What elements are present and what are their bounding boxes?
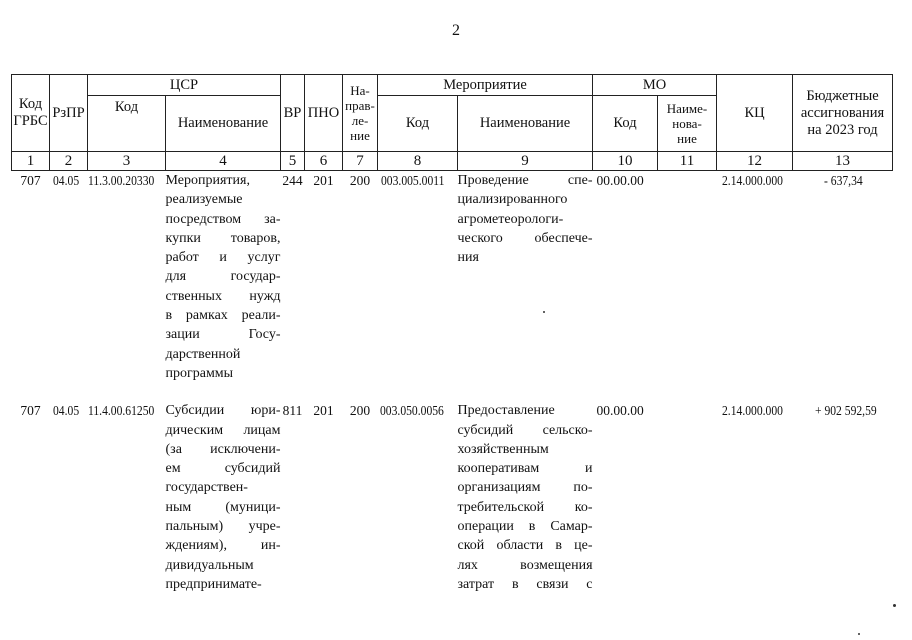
header-rzpr: РзПР: [50, 75, 88, 152]
column-number: 8: [378, 152, 458, 171]
header-csr: ЦСР: [88, 75, 281, 96]
cell-kc: 2.14.000.000: [721, 173, 783, 188]
cell-csr-name: Мероприятия, реализуемые посредством за- купки товаров, работ и услуг для государ- ственных нужд в рамках реали- зации Госу- дарственной программы: [165, 173, 281, 381]
scan-speck: [858, 633, 860, 635]
header-kc: КЦ: [717, 75, 793, 152]
cell-napravlenie: 200: [349, 403, 371, 419]
cell-rzpr: 04.05: [53, 173, 80, 188]
scan-speck: [893, 604, 896, 607]
header-mer-name: Наименование: [458, 96, 593, 152]
cell-mer-name: Проведение спе- циализированного агрометеорологи- ческого обеспече- ния: [457, 173, 593, 266]
table-row: [12, 401, 893, 594]
cell-mo-name: [658, 401, 717, 594]
column-number-row: [12, 152, 893, 171]
header-mer-kod: Код: [378, 96, 458, 152]
cell-pno: 201: [313, 173, 334, 188]
table-row: [12, 171, 893, 384]
cell-mer-kod: 003.005.0011: [380, 173, 445, 188]
cell-mer-kod: 003.050.0056: [380, 403, 445, 419]
cell-mer-name: Предоставление субсидий сельско- хозяйственным кооперативам и организациям по- требительской ко- операции в Самар- ской области в це- лях возмещения затрат в связи с: [457, 403, 593, 592]
cell-amount: + 902 592,59: [814, 403, 877, 419]
header-mo: МО: [593, 75, 717, 96]
cell-grbs: 707: [20, 403, 41, 419]
header-mo-name: Наиме- нова- ние: [658, 96, 717, 152]
cell-vr: 244: [282, 173, 303, 188]
header-kod-grbs: Код ГРБС: [12, 75, 50, 152]
header-pno: ПНО: [305, 75, 343, 152]
cell-csr-name: Субсидии юри- дическим лицам (за исключени- ем субсидий государствен- ным (муници- пальным) учре- ждениям), ин- дивидуальным предпринимате-: [165, 403, 281, 592]
column-number: 4: [166, 152, 281, 171]
column-number: 2: [50, 152, 88, 171]
column-number: 6: [305, 152, 343, 171]
cell-rzpr: 04.05: [53, 403, 80, 419]
cell-mo-name: [658, 171, 717, 384]
budget-allocation-table: [11, 74, 893, 594]
cell-mo-kod: 00.00.00: [596, 403, 644, 419]
cell-kc: 2.14.000.000: [721, 403, 783, 419]
cell-mo-kod: 00.00.00: [596, 173, 644, 188]
scan-speck: [543, 311, 545, 313]
header-csr-name: Наименование: [166, 96, 281, 152]
header-mo-kod: Код: [593, 96, 658, 152]
column-number: 9: [458, 152, 593, 171]
cell-amount: - 637,34: [823, 173, 863, 188]
column-number: 12: [717, 152, 793, 171]
column-number: 10: [593, 152, 658, 171]
column-number: 7: [343, 152, 378, 171]
column-number: 5: [281, 152, 305, 171]
cell-csr-kod: 11.4.00.61250: [87, 403, 154, 419]
header-budget: Бюджетные ассигнования на 2023 год: [793, 75, 893, 152]
header-vr: ВР: [281, 75, 305, 152]
header-napravlenie: На- прав- ле- ние: [343, 75, 378, 152]
header-meropriyatie: Мероприятие: [378, 75, 593, 96]
cell-pno: 201: [313, 403, 334, 419]
column-number: 1: [12, 152, 50, 171]
cell-grbs: 707: [20, 173, 41, 188]
header-csr-kod: Код: [88, 96, 166, 152]
cell-vr: 811: [282, 403, 303, 419]
page-number: 2: [452, 22, 460, 39]
column-number: 11: [658, 152, 717, 171]
cell-napravlenie: 200: [349, 173, 371, 188]
column-number: 13: [793, 152, 893, 171]
column-number: 3: [88, 152, 166, 171]
cell-csr-kod: 11.3.00.20330: [87, 173, 154, 188]
